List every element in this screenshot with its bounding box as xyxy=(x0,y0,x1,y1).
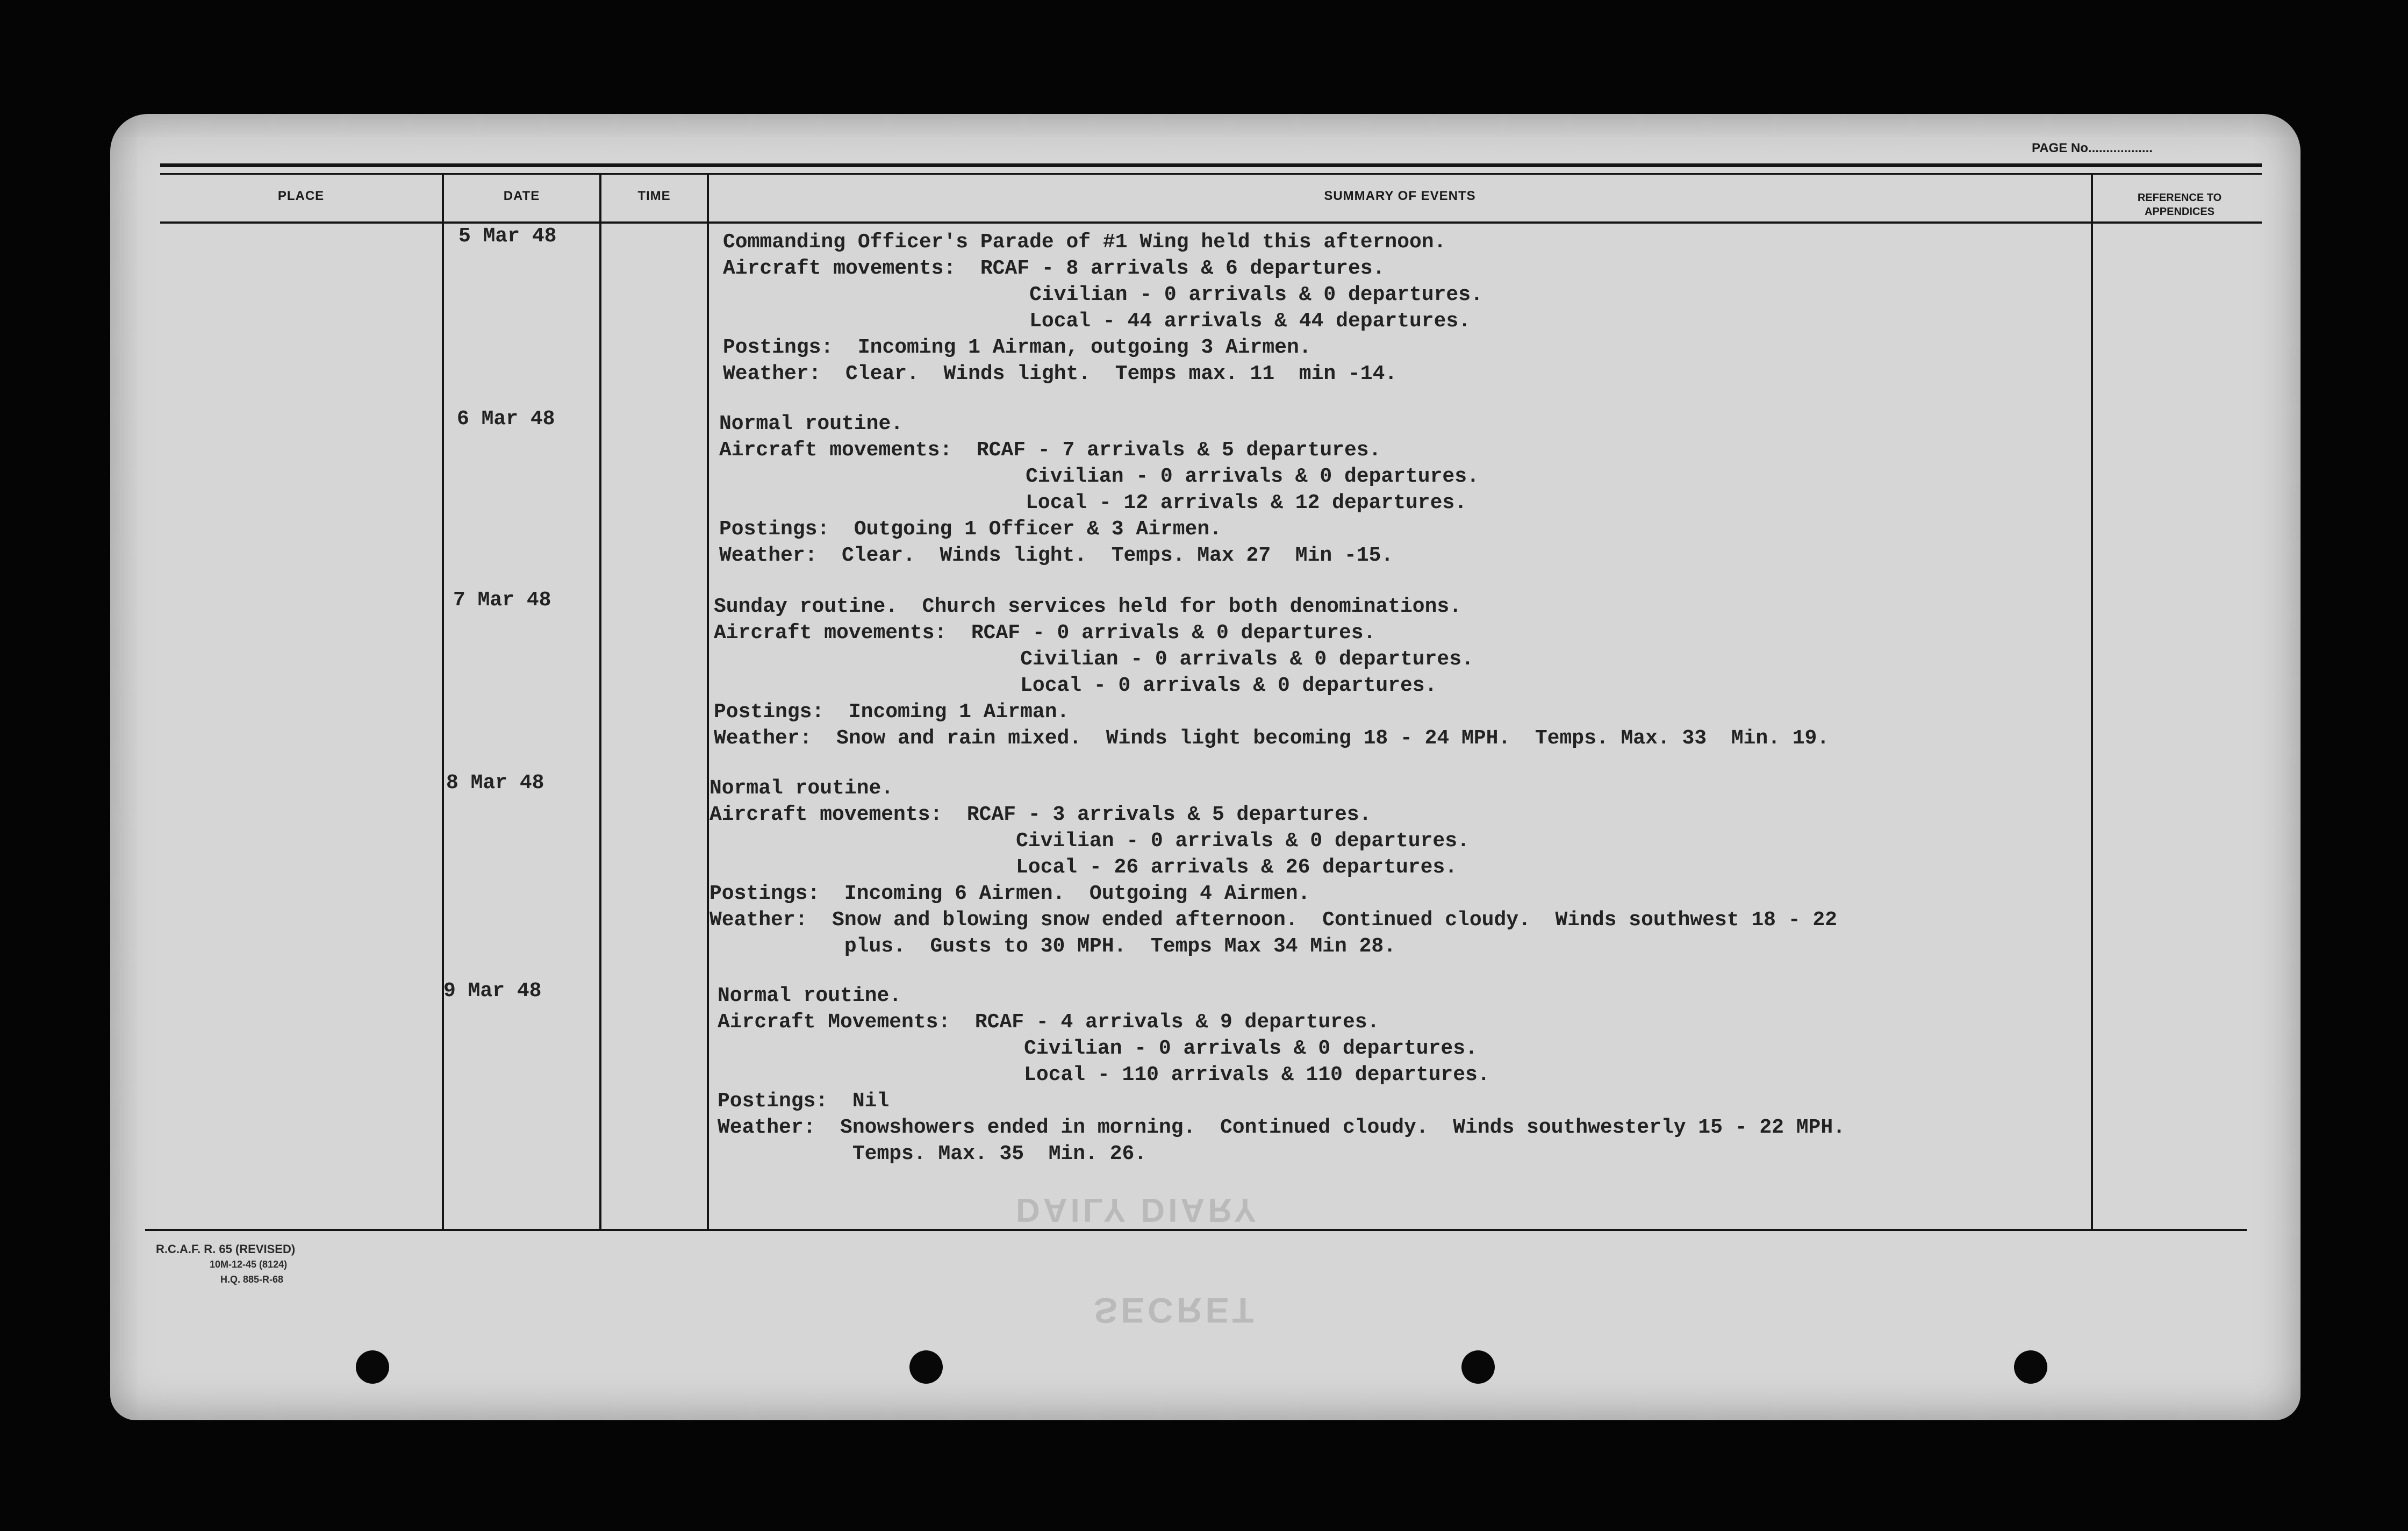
summary-line: Postings: Outgoing 1 Officer & 3 Airmen. xyxy=(719,518,1222,541)
summary-line: Local - 0 arrivals & 0 departures. xyxy=(714,674,1437,697)
summary-line: Aircraft Movements: RCAF - 4 arrivals & 9 departures. xyxy=(718,1011,1380,1034)
column-divider-place xyxy=(442,173,444,1229)
summary-line: Civilian - 0 arrivals & 0 departures. xyxy=(719,465,1479,488)
summary-line: plus. Gusts to 30 MPH. Temps Max 34 Min 28. xyxy=(710,935,1396,958)
summary-entry-9-mar xyxy=(718,983,1845,1167)
summary-line: Aircraft movements: RCAF - 8 arrivals & 6 departures. xyxy=(723,257,1385,280)
summary-entry-7-mar xyxy=(714,593,1829,752)
column-divider-time xyxy=(707,173,709,1229)
entry-date: 9 Mar 48 xyxy=(443,979,542,1003)
summary-entry-8-mar xyxy=(710,775,1837,960)
summary-line: Postings: Incoming 1 Airman, outgoing 3 Airmen. xyxy=(723,336,1312,359)
header-reference-line2: APPENDICES xyxy=(2144,206,2215,218)
summary-line: Normal routine. xyxy=(719,412,904,435)
summary-line: Weather: Snow and rain mixed. Winds light becoming 18 - 24 MPH. Temps. Max. 33 Min. 19. xyxy=(714,727,1830,750)
bottom-rule xyxy=(145,1229,2247,1231)
top-rule-thin xyxy=(160,173,2262,175)
top-rule-thick xyxy=(160,163,2262,167)
summary-line: Commanding Officer's Parade of #1 Wing held this afternoon. xyxy=(723,231,1446,254)
ghost-text-secret: SECRET xyxy=(1094,1291,1257,1330)
summary-line: Civilian - 0 arrivals & 0 departures. xyxy=(710,829,1470,853)
summary-line: Aircraft movements: RCAF - 7 arrivals & 5 departures. xyxy=(719,439,1381,462)
binder-hole xyxy=(909,1350,943,1384)
summary-line: Local - 26 arrivals & 26 departures. xyxy=(710,856,1458,879)
page-number-label: PAGE No.................. xyxy=(2032,141,2153,155)
header-reference-line1: REFERENCE TO xyxy=(2137,192,2222,204)
summary-line: Local - 110 arrivals & 110 departures. xyxy=(718,1063,1490,1086)
header-time: TIME xyxy=(637,189,671,203)
summary-line: Weather: Clear. Winds light. Temps. Max 27 Min -15. xyxy=(719,544,1394,567)
summary-line: Normal routine. xyxy=(710,777,894,800)
summary-line: Weather: Clear. Winds light. Temps max. 11 min -14. xyxy=(723,362,1398,385)
summary-line: Local - 12 arrivals & 12 departures. xyxy=(719,491,1467,514)
header-place: PLACE xyxy=(277,189,325,203)
header-rule xyxy=(160,221,2262,224)
column-divider-summary xyxy=(2091,173,2093,1229)
column-divider-date xyxy=(599,173,601,1229)
entry-date: 5 Mar 48 xyxy=(458,225,557,248)
summary-line: Civilian - 0 arrivals & 0 departures. xyxy=(718,1037,1478,1060)
binder-hole xyxy=(2014,1350,2047,1384)
entry-date: 6 Mar 48 xyxy=(457,407,555,431)
binder-hole xyxy=(1461,1350,1495,1384)
summary-line: Postings: Incoming 1 Airman. xyxy=(714,700,1070,724)
summary-line: Weather: Snow and blowing snow ended afternoon. Continued cloudy. Winds southwest 18 - 22 xyxy=(710,908,1837,932)
ghost-text-daily-diary: DAILY DIARY xyxy=(1016,1191,1260,1228)
summary-entry-5-mar xyxy=(723,229,1483,387)
header-date: DATE xyxy=(503,189,540,203)
summary-line: Postings: Nil xyxy=(718,1090,890,1113)
form-footer xyxy=(156,1242,295,1287)
summary-line: Sunday routine. Church services held for both denominations. xyxy=(714,595,1462,618)
summary-entry-6-mar xyxy=(719,411,1479,569)
entry-date: 8 Mar 48 xyxy=(446,771,544,795)
summary-line: Aircraft movements: RCAF - 3 arrivals & 5 departures. xyxy=(710,803,1372,826)
footer-hq-code: H.Q. 885-R-68 xyxy=(220,1274,284,1285)
summary-line: Civilian - 0 arrivals & 0 departures. xyxy=(723,283,1483,306)
binder-hole xyxy=(356,1350,389,1384)
summary-line: Civilian - 0 arrivals & 0 departures. xyxy=(714,648,1474,671)
summary-line: Postings: Incoming 6 Airmen. Outgoing 4 Airmen. xyxy=(710,882,1310,905)
footer-print-code: 10M-12-45 (8124) xyxy=(210,1259,288,1270)
summary-line: Aircraft movements: RCAF - 0 arrivals & 0 departures. xyxy=(714,621,1376,645)
summary-line: Local - 44 arrivals & 44 departures. xyxy=(723,310,1471,333)
summary-line: Normal routine. xyxy=(718,984,902,1007)
summary-line: Weather: Snowshowers ended in morning. Continued cloudy. Winds southwesterly 15 - 22 MPH. xyxy=(718,1116,1845,1139)
summary-line: Temps. Max. 35 Min. 26. xyxy=(718,1142,1147,1165)
footer-form-number: R.C.A.F. R. 65 (REVISED) xyxy=(156,1242,296,1256)
header-reference xyxy=(2099,191,2260,219)
entry-date: 7 Mar 48 xyxy=(453,589,551,612)
header-summary: SUMMARY OF EVENTS xyxy=(1324,189,1476,203)
